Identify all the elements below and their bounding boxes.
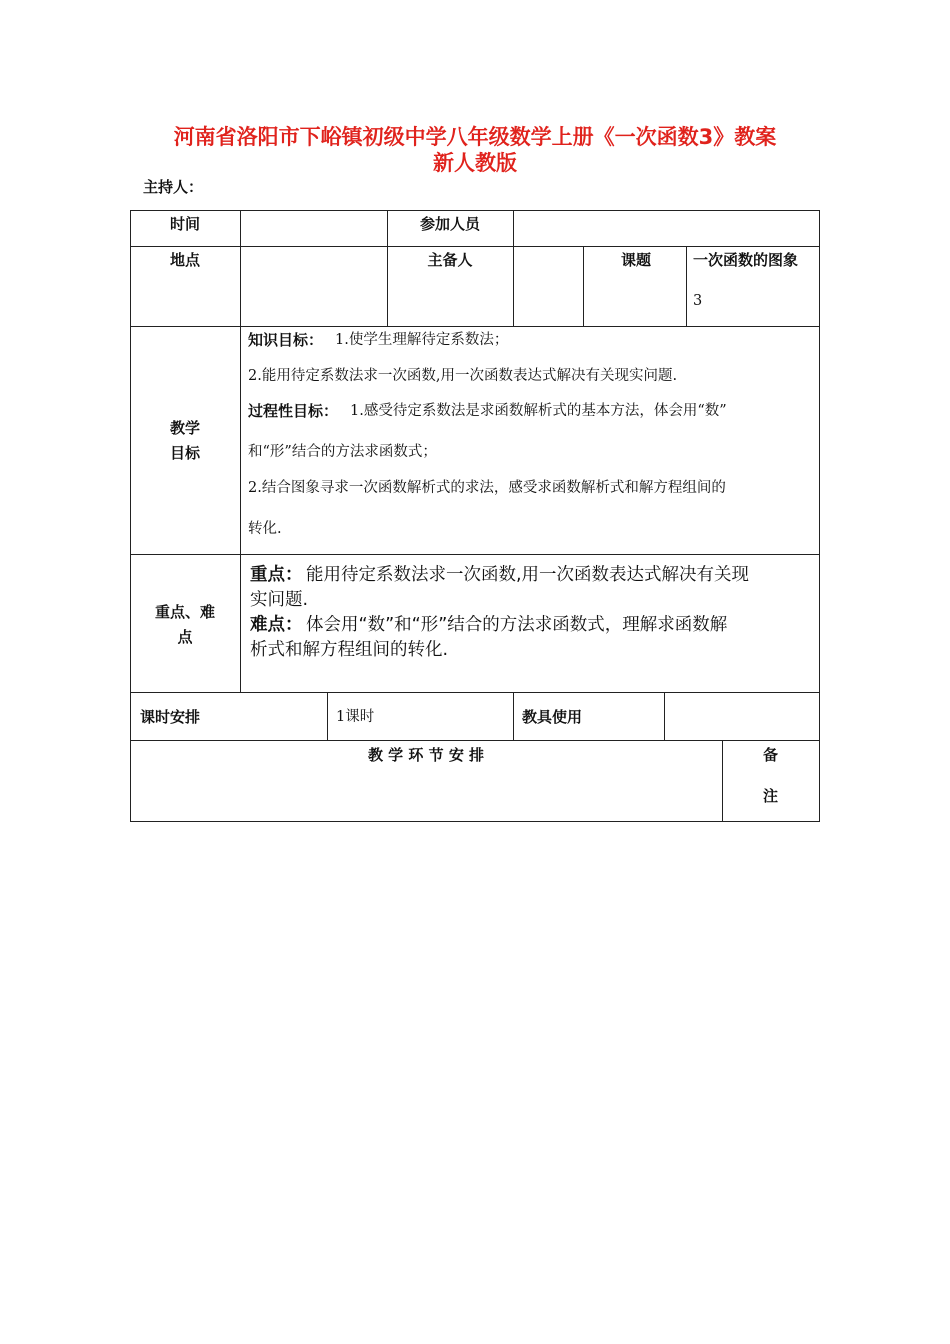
knowledge-goal-2: 2.能用待定系数法求一次函数,用一次函数表达式解决有关现实问题. [248,368,678,384]
teaching-steps-label: 教 学 环 节 安 排 [367,746,485,764]
knowledge-goal-label: 知识目标： [248,331,324,349]
participants-label: 参加人员 [419,215,480,233]
process-goal-1-cont: 和“形”结合的方法求函数式； [248,444,437,460]
lead-preparer-label: 主备人 [427,251,473,269]
table-col-divider [327,692,328,740]
lesson-plan-table [130,210,820,822]
host-label: 主持人： [143,178,204,196]
table-col-divider [513,692,514,740]
table-row-divider [130,740,820,741]
topic-value-number: 3 [693,293,703,309]
process-goal-2-cont: 转化. [248,521,282,537]
notes-label: 注 [762,787,778,805]
table-row-divider [130,692,820,693]
document-subtitle: 新人教版 [433,151,517,175]
place-label: 地点 [169,251,200,269]
table-border-top [130,210,820,211]
knowledge-goal-1: 1.使学生理解待定系数法； [335,332,509,348]
process-goal-2: 2.结合图象寻求一次函数解析式的求法，感受求函数解析式和解方程组间的 [248,480,726,496]
key-point-text-cont: 实问题. [250,590,309,610]
table-col-divider [240,210,241,692]
table-row-divider [130,246,820,247]
table-border-bottom [130,821,820,822]
table-border-right [819,210,820,822]
schedule-value: 1课时 [336,709,375,725]
table-col-divider [664,692,665,740]
topic-value: 一次函数的图象 [693,251,799,269]
document-title: 河南省洛阳市下峪镇初级中学八年级数学上册《一次函数3》教案 [173,125,777,149]
table-row-divider [130,326,820,327]
keypoints-label: 点 [177,628,193,646]
difficulty-text-cont: 析式和解方程组间的转化. [250,640,449,660]
table-row-divider [130,554,820,555]
teaching-goals-label: 教学 [169,419,200,437]
time-label: 时间 [169,215,200,233]
difficulty-text: 体会用“数”和“形”结合的方法求函数式，理解求函数解 [306,615,728,635]
teaching-goals-label: 目标 [169,444,200,462]
difficulty-label: 难点： [250,615,303,635]
key-point-text: 能用待定系数法求一次函数,用一次函数表达式解决有关现 [306,565,750,585]
topic-label: 课题 [620,251,651,269]
key-point-label: 重点： [250,565,303,585]
keypoints-label: 重点、难 [154,603,215,621]
table-border-left [130,210,131,822]
table-col-divider [513,210,514,326]
process-goal-1: 1.感受待定系数法是求函数解析式的基本方法，体会用“数” [350,403,727,419]
process-goal-label: 过程性目标： [248,402,339,420]
table-col-divider [686,246,687,326]
table-col-divider [583,246,584,326]
schedule-label: 课时安排 [140,708,201,726]
teaching-tools-label: 教具使用 [522,708,583,726]
notes-label: 备 [762,746,778,764]
